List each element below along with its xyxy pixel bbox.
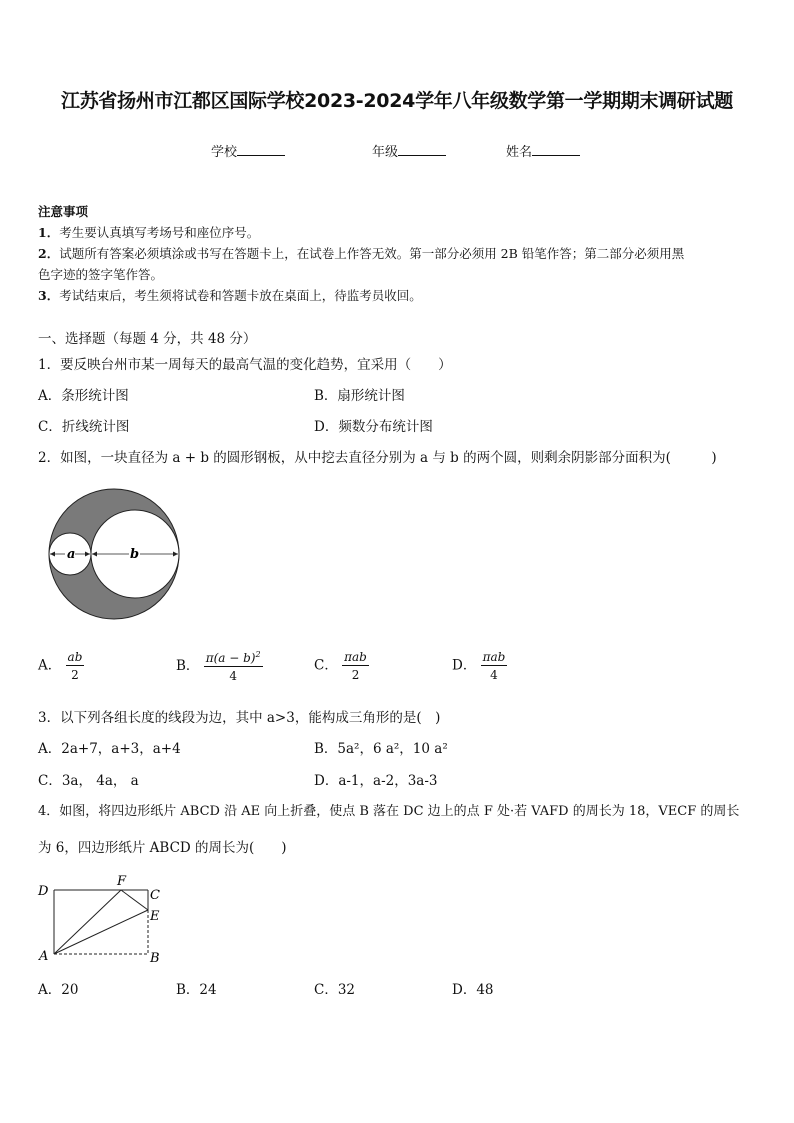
point-e-label: E (150, 909, 160, 924)
q2-option-b-num-wrap (204, 650, 263, 667)
notice-item-3-num: 3． (38, 288, 60, 303)
grade-field (372, 141, 446, 160)
q2-option-c-num: πab (344, 650, 367, 664)
q2-option-a-prefix: A． (38, 657, 62, 674)
q2-stem: 2．如图，一块直径为 a + b 的圆形钢板，从中挖去直径分别为 a 与 b 的两个圆，则剩余阴影部分面积为( ) (38, 450, 717, 466)
notice-item-3 (38, 285, 422, 306)
q2-option-b-exp: 2 (255, 650, 261, 659)
notice-item-1-text: 考生要认真填写考场号和座位序号。 (59, 225, 260, 240)
q2-option-d-fraction (481, 650, 508, 682)
q3-option-c[interactable]: C．3a， 4a， a (38, 773, 139, 789)
q4-option-c[interactable]: C．32 (314, 982, 356, 998)
q1-option-a[interactable]: A．条形统计图 (38, 388, 129, 404)
q1-option-b[interactable]: B．扇形统计图 (314, 388, 405, 404)
q3-option-d[interactable]: D．a-1，a-2，3a-3 (314, 773, 438, 789)
grade-blank[interactable] (398, 143, 446, 156)
label-a: a (67, 547, 76, 562)
point-c-label: C (150, 888, 160, 903)
q2-option-a-fraction (66, 650, 85, 682)
q2-option-a-num: ab (67, 650, 83, 664)
notice-item-1 (38, 222, 259, 243)
q2-option-a[interactable] (38, 650, 84, 682)
q3-option-a[interactable]: A．2a+7，a+3，a+4 (38, 741, 181, 757)
point-a-label: A (39, 949, 49, 964)
q4-option-d[interactable]: D．48 (452, 982, 494, 998)
q4-stem-line-2: 为 6，四边形纸片 ABCD 的周长为( ) (38, 840, 287, 856)
grade-label: 年级 (372, 145, 399, 160)
q2-option-a-den: 2 (71, 668, 79, 682)
school-label: 学校 (211, 145, 238, 160)
q2-option-b-fraction (204, 650, 263, 683)
notice-item-1-num: 1． (38, 225, 60, 240)
school-blank[interactable] (237, 143, 285, 156)
segment-ae (54, 910, 148, 954)
name-blank[interactable] (532, 143, 580, 156)
q4-option-a[interactable]: A．20 (38, 982, 79, 998)
q2-option-b-num: π(a − b) (205, 651, 256, 665)
q2-option-c-prefix: C． (314, 657, 338, 674)
q2-option-c-fraction (342, 650, 369, 682)
q2-circle-figure (44, 484, 186, 624)
q2-option-b-prefix: B． (176, 658, 200, 674)
point-f-label: F (117, 874, 127, 889)
q2-option-d-den: 4 (490, 668, 498, 682)
segment-fe (121, 890, 148, 910)
q2-option-d-prefix: D． (452, 657, 477, 674)
q4-quadrilateral-figure (34, 870, 168, 966)
point-b-label: B (150, 951, 160, 966)
q3-stem: 3．以下列各组长度的线段为边，其中 a>3，能构成三角形的是( ) (38, 710, 441, 726)
q2-option-d[interactable] (452, 650, 507, 682)
q1-stem: 1．要反映台州市某一周每天的最高气温的变化趋势，宜采用（ ） (38, 357, 452, 373)
notice-item-2-num: 2． (38, 246, 60, 261)
q3-option-b[interactable]: B．5a²，6 a²，10 a² (314, 741, 448, 757)
q1-option-d[interactable]: D．频数分布统计图 (314, 419, 433, 435)
name-label: 姓名 (506, 145, 533, 160)
notice-item-2-text-a: 试题所有答案必须填涂或书写在答题卡上，在试卷上作答无效。第一部分必须用 2B 铅笔作答；第二部分必须用黑 (59, 246, 685, 261)
q1-option-c[interactable]: C．折线统计图 (38, 419, 130, 435)
q2-option-c[interactable] (314, 650, 369, 682)
section-heading: 一、选择题（每题 4 分，共 48 分） (38, 331, 257, 347)
q2-option-b-den: 4 (229, 669, 237, 683)
segment-af (54, 890, 121, 954)
page-title: 江苏省扬州市江都区国际学校2023-2024学年八年级数学第一学期期末调研试题 (61, 90, 733, 112)
q4-option-b[interactable]: B．24 (176, 982, 217, 998)
label-b: b (130, 547, 140, 562)
q2-option-b[interactable] (176, 650, 263, 683)
school-field (211, 141, 285, 160)
notice-item-2-continued: 色字迹的签字笔作答。 (38, 267, 164, 282)
q2-option-d-num: πab (482, 650, 506, 664)
notice-item-3-text: 考试结束后，考生须将试卷和答题卡放在桌面上，待监考员收回。 (59, 288, 422, 303)
name-field (506, 141, 580, 160)
notice-item-2 (38, 243, 684, 264)
q2-option-c-den: 2 (351, 668, 360, 682)
notice-heading: 注意事项 (38, 204, 89, 219)
q4-stem-line-1: 4．如图，将四边形纸片 ABCD 沿 AE 向上折叠，使点 B 落在 DC 边上的点 F 处·若 VAFD 的周长为 18，VECF 的周长 (38, 804, 740, 819)
point-d-label: D (38, 884, 49, 899)
